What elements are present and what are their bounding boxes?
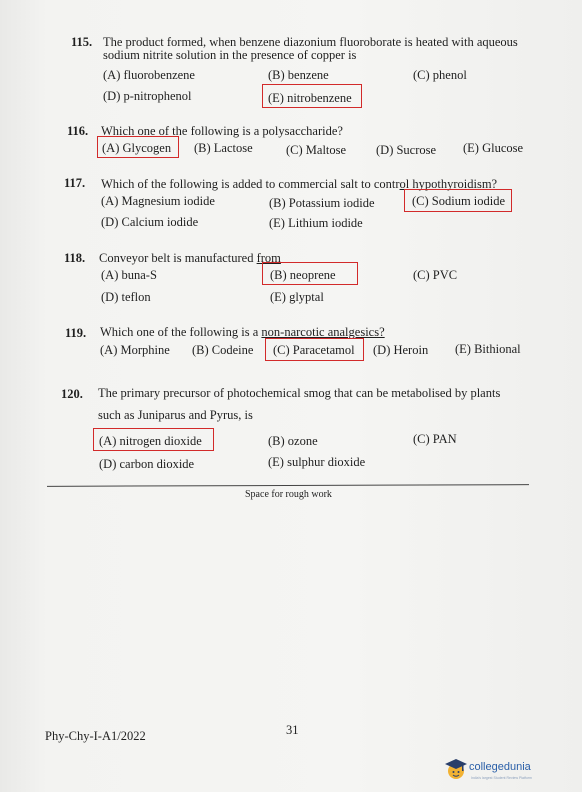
- question-text-underlined: non-narcotic analgesics?: [261, 325, 385, 339]
- option-b: (B) Lactose: [194, 141, 253, 155]
- option-c: (C) phenol: [413, 68, 467, 82]
- question-text-underlined: from: [256, 251, 281, 265]
- option-c: (C) Maltose: [286, 143, 347, 157]
- answer-highlight-box: [97, 136, 179, 158]
- logo-tagline: India's largest Student Review Platform: [471, 776, 532, 780]
- page-number: 31: [286, 723, 299, 737]
- question-text-rest: he following is a polysaccharide?: [175, 124, 343, 138]
- option-a: (A) Magnesium iodide: [101, 194, 215, 208]
- answer-highlight-box: [265, 338, 364, 361]
- rough-work-divider: [47, 484, 529, 487]
- question-text: The primary precursor of photochemical smog that can be metabolised by plants: [98, 386, 501, 400]
- question-number: 118.: [64, 251, 86, 265]
- option-d: (D) teflon: [101, 290, 151, 304]
- option-b: (B) Codeine: [192, 343, 254, 357]
- option-b: (B) benzene: [268, 68, 329, 82]
- option-e: (E) glyptal: [270, 290, 324, 304]
- option-e: (E) nitrobenzene: [268, 91, 352, 105]
- answer-highlight-box: [262, 84, 362, 108]
- question-text-underlined: ol hypothyroidism?: [399, 177, 498, 191]
- option-a: (A) Glycogen: [102, 141, 172, 155]
- option-a: (A) buna-S: [101, 268, 157, 282]
- option-e: (E) sulphur dioxide: [268, 455, 366, 469]
- option-d: (D) Heroin: [373, 343, 429, 357]
- question-text-rest: Conveyor belt is manufactured: [99, 251, 257, 265]
- option-b: (B) neoprene: [270, 268, 336, 282]
- collegedunia-logo: [444, 756, 572, 786]
- answer-highlight-box: [93, 428, 214, 451]
- question-text: sodium nitrite solution in the presence of copper is: [103, 48, 357, 62]
- question-number: 119.: [65, 326, 87, 340]
- question-text-underlined: Which one of t: [101, 124, 176, 138]
- option-c: (C) PVC: [413, 268, 458, 282]
- option-d: (D) p-nitrophenol: [103, 89, 192, 103]
- option-a: (A) Morphine: [100, 343, 170, 357]
- answer-highlight-box: [262, 262, 358, 285]
- question-text-rest: Which one of the following is a: [100, 325, 262, 339]
- logo-wordmark: collegedunia: [469, 761, 531, 773]
- option-a: (A) fluorobenzene: [103, 68, 195, 82]
- option-e: (E) Glucose: [463, 141, 524, 155]
- option-a: (A) nitrogen dioxide: [99, 434, 202, 448]
- option-b: (B) Potassium iodide: [269, 196, 375, 210]
- question-text: The product formed, when benzene diazonium fluoroborate is heated with aqueous: [103, 35, 518, 49]
- question-text: [100, 325, 385, 339]
- option-c: (C) PAN: [413, 432, 457, 446]
- question-number: 117.: [64, 176, 86, 190]
- option-e: (E) Bithional: [455, 342, 521, 356]
- question-number: 120.: [61, 387, 83, 401]
- option-d: (D) carbon dioxide: [99, 457, 195, 471]
- question-text-rest: Which of the following is added to commercial salt to contr: [101, 177, 400, 191]
- question-number: 116.: [67, 124, 89, 138]
- rough-work-label: Space for rough work: [245, 489, 332, 500]
- option-d: (D) Sucrose: [376, 143, 437, 157]
- option-c: (C) Paracetamol: [273, 343, 355, 357]
- question-text: [99, 251, 281, 265]
- option-d: (D) Calcium iodide: [101, 215, 199, 229]
- option-e: (E) Lithium iodide: [269, 216, 363, 230]
- option-b: (B) ozone: [268, 434, 318, 448]
- question-number: 115.: [71, 35, 93, 49]
- answer-highlight-box: [404, 189, 512, 212]
- option-c: (C) Sodium iodide: [412, 194, 506, 208]
- question-text: such as Juniparus and Pyrus, is: [98, 408, 253, 422]
- paper-code: Phy-Chy-I-A1/2022: [45, 729, 146, 743]
- graduation-cap-icon: [444, 756, 468, 782]
